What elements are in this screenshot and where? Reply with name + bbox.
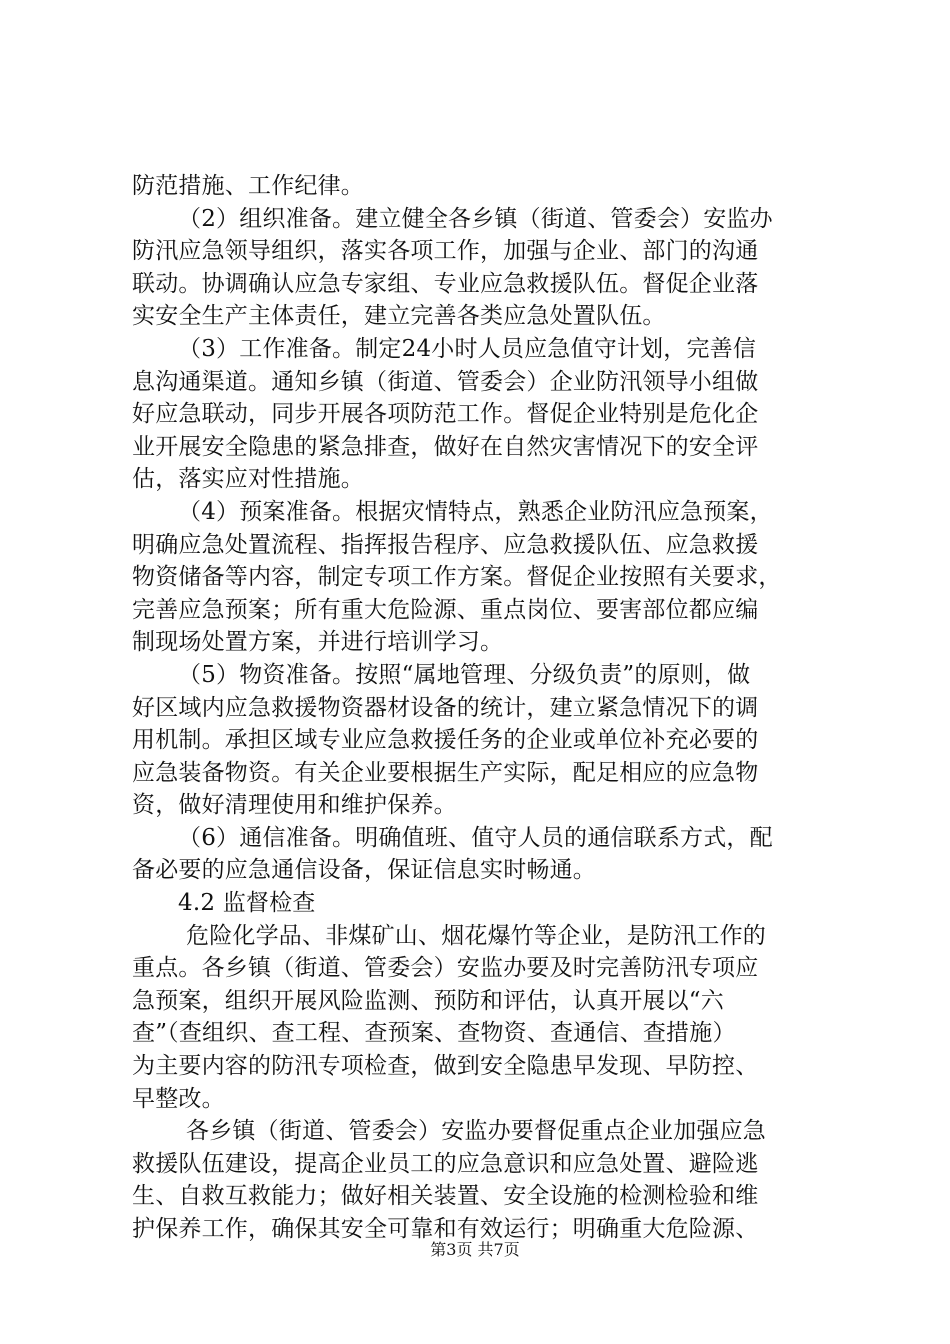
paragraph-heading-line: （2）组织准备。建立健全各乡镇（街道、管委会）安监办 [178, 205, 773, 232]
text-line: 物资储备等内容，制定专项工作方案。督促企业按照有关要求， [132, 564, 782, 591]
text-line: 好区域内应急救援物资器材设备的统计，建立紧急情况下的调 [132, 694, 759, 721]
document-body [132, 170, 830, 1246]
section-heading: 4.2 监督检查 [178, 890, 316, 917]
text-line: 息沟通渠道。通知乡镇（街道、管委会）企业防汛领导小组做 [132, 368, 759, 395]
text-line: 为主要内容的防汛专项检查，做到安全隐患早发现、早防控、 [132, 1053, 759, 1080]
text-line: 护保养工作，确保其安全可靠和有效运行；明确重大危险源、 [132, 1216, 759, 1242]
text-line: 查”（查组织、查工程、查预案、查物资、查通信、查措施） [132, 1020, 736, 1047]
text-line: 明确应急处置流程、指挥报告程序、应急救援队伍、应急救援 [132, 531, 759, 558]
text-line: 业开展安全隐患的紧急排查，做好在自然灾害情况下的安全评 [132, 433, 759, 460]
text-line: 好应急联动，同步开展各项防范工作。督促企业特别是危化企 [132, 401, 759, 428]
text-line: 早整改。 [132, 1085, 225, 1112]
paragraph-heading-line: （5）物资准备。按照“属地管理、分级负责”的原则，做 [178, 661, 751, 688]
text-line: 资，做好清理使用和维护保养。 [132, 792, 457, 819]
text-line: 估，落实应对性措施。 [132, 466, 364, 493]
text-line: 应急装备物资。有关企业要根据生产实际，配足相应的应急物 [132, 759, 759, 786]
text-line: 备必要的应急通信设备，保证信息实时畅通。 [132, 857, 596, 884]
text-line: 重点。各乡镇（街道、管委会）安监办要及时完善防汛专项应 [132, 955, 759, 982]
text-line: 制现场处置方案，并进行培训学习。 [132, 629, 504, 656]
text-line: 防范措施、工作纪律。 [132, 173, 364, 199]
paragraph-first-line: 危险化学品、非煤矿山、烟花爆竹等企业，是防汛工作的 [186, 922, 766, 949]
text-line: 急预案，组织开展风险监测、预防和评估，认真开展以“六 [132, 987, 724, 1014]
text-line: 实安全生产主体责任，建立完善各类应急处置队伍。 [132, 303, 666, 330]
paragraph-heading-line: （4）预案准备。根据灾情特点，熟悉企业防汛应急预案， [178, 498, 773, 525]
paragraph-heading-line: （6）通信准备。明确值班、值守人员的通信联系方式，配 [178, 824, 773, 851]
paragraph-heading-line: （3）工作准备。制定24小时人员应急值守计划，完善信 [178, 335, 757, 362]
paragraph-first-line: 各乡镇（街道、管委会）安监办要督促重点企业加强应急 [186, 1118, 766, 1145]
text-line: 救援队伍建设，提高企业员工的应急意识和应急处置、避险逃 [132, 1150, 759, 1177]
text-line: 用机制。承担区域专业应急救援任务的企业或单位补充必要的 [132, 727, 759, 754]
text-line: 完善应急预案；所有重大危险源、重点岗位、要害部位都应编 [132, 596, 759, 623]
text-line: 联动。协调确认应急专家组、专业应急救援队伍。督促企业落 [132, 270, 759, 297]
page-number-footer: 第3页 共7页 [430, 1240, 520, 1259]
text-line: 生、自救互救能力；做好相关装置、安全设施的检测检验和维 [132, 1183, 759, 1210]
text-line: 防汛应急领导组织，落实各项工作，加强与企业、部门的沟通 [132, 238, 759, 265]
